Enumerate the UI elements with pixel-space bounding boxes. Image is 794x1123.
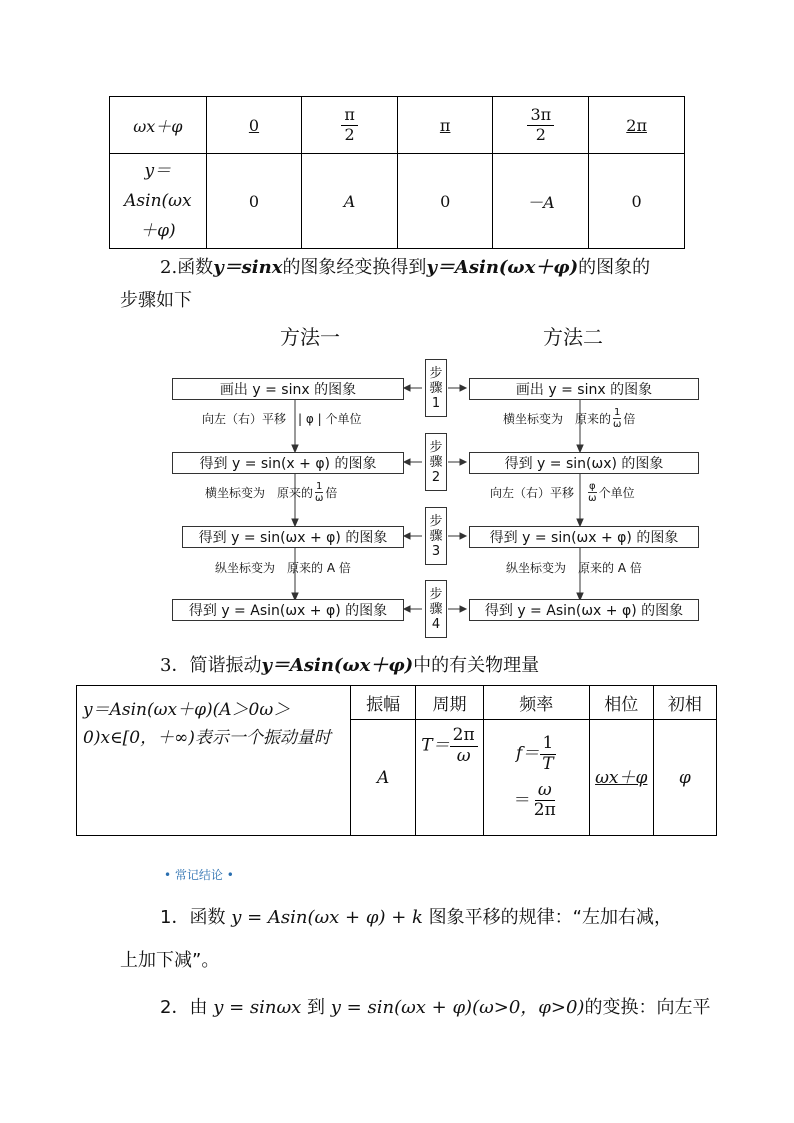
left-step-box-3: 得到 y = sin(ωx + φ) 的图象 [182,526,404,548]
paragraph-3: 3．简谐振动y＝Asin(ωx＋φ)中的有关物理量 [160,655,540,676]
physics-table [76,685,717,836]
table-cell: 0 [397,154,493,249]
conclusion-2: 2．由 y = sinωx 到 y = sin(ωx + φ)(ω>0，φ>0)的变换：向左平 [160,997,711,1018]
right-note-2: 向左（右）平移 $\frac{\varphi}{\omega}$ 个单位 [490,481,635,504]
value-table [109,96,685,249]
method1-title: 方法一 [280,325,340,349]
left-note-2: 横坐标变为 原来的 $\frac{1}{\omega}$ 倍 [205,481,338,504]
table-cell: π [397,97,493,154]
fraction: $\frac{\omega}{2\pi}$ [533,779,556,821]
left-note-3: 纵坐标变为 原来的 A 倍 [215,561,351,575]
period-cell: T＝ $\frac{2\pi}{\omega}$ [416,720,484,836]
table-header-cell: 周期 [416,686,484,720]
right-step-box-4: 得到 y = Asin(ωx + φ) 的图象 [469,599,699,621]
fraction: $\frac{\pi}{2}$ [341,106,358,144]
table-cell: 0 [206,97,302,154]
left-note-1: 向左（右）平移 | φ | 个单位 [202,412,362,426]
conclusion-1: 1．函数 y = Asin(ωx + φ) + k 图象平移的规律：“左加右减， [160,907,672,928]
step-badge-1: 步 骤 1 [425,359,447,417]
conclusion-badge: • 常记结论 • [164,868,234,882]
paragraph-2: 2.函数y＝sinx的图象经变换得到y＝Asin(ωx＋φ)的图象的 [160,257,651,278]
table-header-cell: 相位 [589,686,653,720]
right-note-3: 纵坐标变为 原来的 A 倍 [506,561,642,575]
amplitude-cell: A [350,720,415,836]
fraction: $\frac{2\pi}{\omega}$ [450,726,478,766]
table-header-cell: 初相 [653,686,716,720]
left-step-box-4: 得到 y = Asin(ωx + φ) 的图象 [172,599,404,621]
step-badge-4: 步 骤 4 [425,580,447,638]
arrows [160,315,720,645]
table-cell [493,97,589,154]
table-cell: 0 [589,154,685,249]
table-cell: －A [493,154,589,249]
table-label-cell: y＝Asin(ωx＋φ)(A＞0ω＞0)x∈[0，＋∞)表示一个振动量时 [77,686,351,836]
table-cell: 0 [206,154,302,249]
table-header-cell: ωx＋φ [110,97,207,154]
phase-cell: ωx＋φ [589,720,653,836]
left-step-box-1: 画出 y = sinx 的图象 [172,378,404,400]
conclusion-1-line2: 上加下减”。 [120,950,220,971]
right-step-box-2: 得到 y = sin(ωx) 的图象 [469,452,699,474]
right-note-1: 横坐标变为 原来的 $\frac{1}{\omega}$ 倍 [503,407,636,430]
table-header-cell: 振幅 [350,686,415,720]
fraction: $\frac{3\pi}{2}$ [527,106,554,144]
table-cell [302,97,398,154]
right-step-box-3: 得到 y = sin(ωx + φ) 的图象 [469,526,699,548]
initial-phase-cell: φ [653,720,716,836]
frequency-cell: f＝ $\frac{1}{T}$ ＝ $\frac{\omega}{2\pi}$ [483,720,589,836]
table-cell: 2π [589,97,685,154]
paragraph-2-line2: 步骤如下 [120,290,192,311]
transform-diagram [160,315,720,645]
right-step-box-1: 画出 y = sinx 的图象 [469,378,699,400]
table-cell: A [302,154,398,249]
step-badge-3: 步 骤 3 [425,507,447,565]
step-badge-2: 步 骤 2 [425,433,447,491]
method2-title: 方法二 [543,325,603,349]
table-header-cell: 频率 [483,686,589,720]
fraction: $\frac{1}{T}$ [539,734,556,774]
left-step-box-2: 得到 y = sin(x + φ) 的图象 [172,452,404,474]
table-header-cell: y＝Asin(ωx＋φ) [110,154,207,249]
